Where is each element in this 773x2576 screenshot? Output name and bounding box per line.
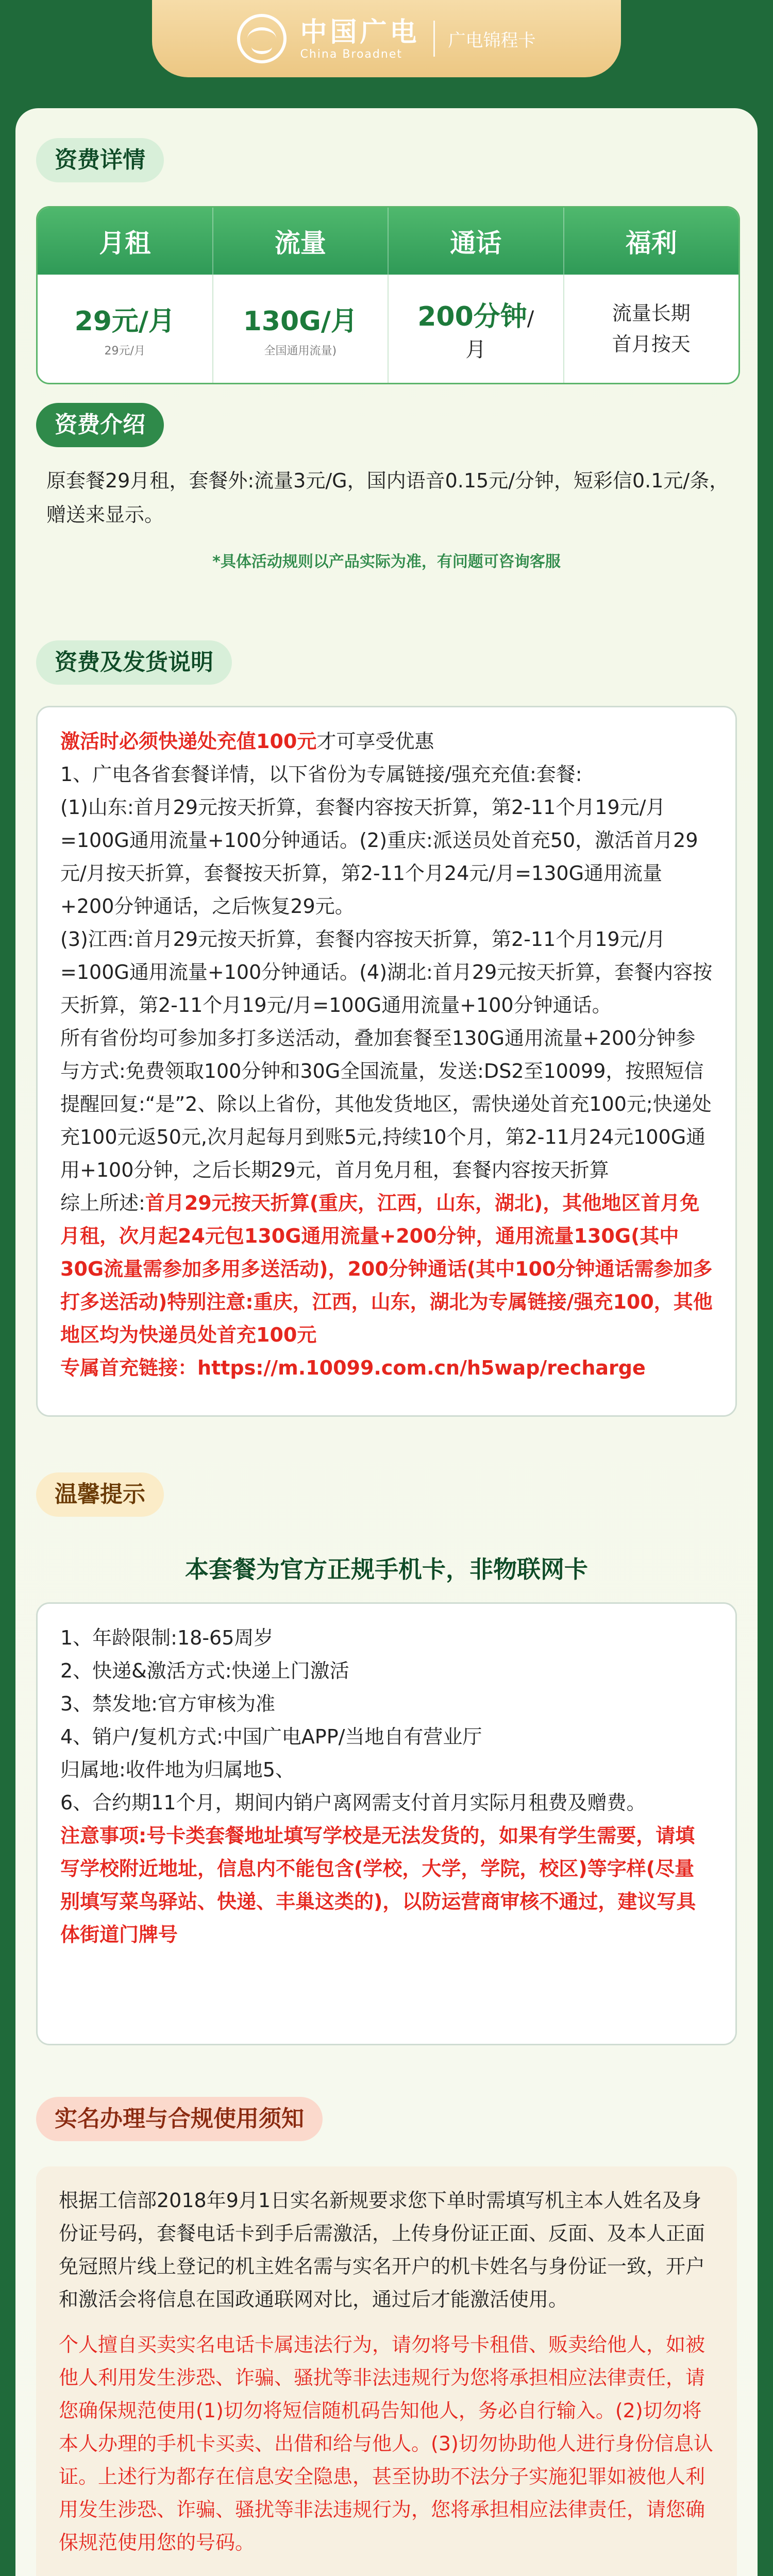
shipping-lead-red: 激活时必须快递处充值100元 [60, 730, 317, 753]
shipping-summary [60, 1187, 713, 1351]
brand-banner [152, 0, 621, 77]
call-month: 月 [465, 338, 486, 362]
brand-name-cn: 中国广电 [300, 16, 420, 48]
tips-headline: 本套餐为官方正规手机卡，非物联网卡 [185, 1555, 588, 1583]
shipping-lead [60, 725, 713, 758]
cell-flow [213, 275, 389, 383]
fees-table [36, 206, 740, 384]
tips-title: 温馨提示 [36, 1472, 164, 1517]
intro-note: *具体活动规则以产品实际为准，有问题可咨询客服 [212, 553, 561, 571]
recharge-link-label: 专属首充链接： [60, 1357, 198, 1379]
realname-para-1: 根据工信部2018年9月1日实名新规要求您下单时需填写机主本人姓名及身份证号码，套餐电话卡到手后需激活，上传身份证正面、反面、及本人正面免冠照片线上登记的机主姓名需与实名开户的机卡姓名与身份证一致，开户和激活会将信息在国政通联网对比，通过后才能激活使用。 [59, 2189, 705, 2311]
shipping-title: 资费及发货说明 [36, 640, 232, 685]
recharge-link[interactable]: https://m.10099.com.cn/h5wap/recharge [197, 1357, 646, 1379]
intro-title: 资费介绍 [36, 403, 164, 447]
tip-item: 2、快递&激活方式:快递上门激活 [60, 1659, 349, 1682]
rent-value: 29元/月 [74, 306, 175, 337]
tip-item: 6、合约期11个月，期间内销户离网需支付首月实际月租费及赠费。 [60, 1791, 646, 1814]
broadnet-logo-icon [237, 14, 287, 63]
benefit-line-2: 首月按天 [612, 333, 691, 355]
tips-warning: 注意事项:号卡类套餐地址填写学校是无法发货的，如果有学生需要，请填写学校附近地址，信息内不能包含(学校，大学，学院，校区)等字样(尽量别填写菜鸟驿站、快递、丰巢这类的)，以防运营商审核不通过，建议写具体街道门牌号 [60, 1824, 696, 1946]
cell-benefit [564, 275, 739, 383]
tip-item: 4、销户/复机方式:中国广电APP/当地自有营业厅 [60, 1725, 482, 1748]
brand-name-en: China Broadnet [300, 47, 402, 61]
realname-title: 实名办理与合规使用须知 [36, 2097, 323, 2141]
call-value: 200分钟 [417, 301, 527, 332]
shipping-p2: (1)山东:首月29元按天折算，套餐内容按天折算，第2-11个月19元/月=100G通用流量+100分钟通话。(2)重庆:派送员处首充50，激活首月29元/月按天折算，套餐按天折算，第2-11个月24元/月=130G通用流量+200分钟通话，之后恢复29元。 [60, 796, 698, 918]
cell-call [389, 275, 564, 383]
shipping-p1: 1、广电各省套餐详情，以下省份为专属链接/强充充值:套餐: [60, 763, 582, 786]
header-benefit: 福利 [625, 228, 677, 258]
rent-note: 29元/月 [104, 345, 145, 358]
tip-item: 归属地:收件地为归属地5、 [60, 1758, 295, 1781]
main-card [15, 108, 758, 2576]
fees-title: 资费详情 [36, 138, 164, 182]
benefit-line-1: 流量长期 [612, 302, 691, 325]
header-rent: 月租 [38, 208, 213, 275]
recharge-link-row [60, 1351, 713, 1384]
card-name: 广电锦程卡 [448, 30, 536, 51]
fees-table-row [38, 275, 738, 383]
shipping-box [36, 706, 737, 1417]
top-bar [0, 0, 773, 118]
brand-divider [433, 21, 435, 57]
shipping-p4: 所有省份均可参加多打多送活动，叠加套餐至130G通用流量+200分钟参与方式:免费领取100分钟和30G全国流量，发送:DS2至10099，按照短信提醒回复:“是”2、除以上省份，其他发货地区，需快递处首充100元;快递处充100元返50元,次月起每月到账5元,持续10个月，第2-11月24元100G通用+100分钟，之后长期29元，首月免月租，套餐内容按天折算 [60, 1027, 712, 1181]
call-slash: / [527, 307, 534, 331]
fees-table-header [38, 208, 738, 275]
shipping-p3: (3)江西:首月29元按天折算，套餐内容按天折算，第2-11个月19元/月=100G通用流量+100分钟通话。(4)湖北:首月29元按天折算，套餐内容按天折算，第2-11个月19元/月=100G通用流量+100分钟通话。 [60, 928, 713, 1016]
flow-note: 全国通用流量) [264, 345, 337, 358]
realname-para-2: 个人擅自买卖实名电话卡属违法行为，请勿将号卡租借、贩卖给他人，如被他人利用发生涉恐、诈骗、骚扰等非法违规行为您将承担相应法律责任，请您确保规范使用(1)切勿将短信随机码告知他人，务必自行输入。(2)切勿将本人办理的手机卡买卖、出借和给与他人。(3)切勿协助他人进行身份信息认证。上述行为都存在信息安全隐患，甚至协助不法分子实施犯罪如被他人利用发生涉恐、诈骗、骚扰等非法违规行为，您将承担相应法律责任，请您确保规范使用您的号码。 [59, 2333, 713, 2554]
tip-item: 1、年龄限制:18-65周岁 [60, 1626, 274, 1649]
intro-text: 原套餐29月租，套餐外:流量3元/G，国内语音0.15元/分钟，短彩信0.1元/条，赠送来显示。 [46, 469, 729, 526]
summary-red: 首月29元按天折算(重庆，江西，山东，湖北)，其他地区首月免月租，次月起24元包130G通用流量+200分钟，通用流量130G(其中30G流量需参加多用多送活动)，200分钟通话(其中100分钟通话需参加多打多送活动)特别注意:重庆，江西，山东，湖北为专属链接/强充100，其他地区均为快递员处首充100元 [60, 1192, 713, 1346]
flow-value: 130G/月 [243, 306, 358, 337]
tips-box [36, 1602, 737, 2045]
summary-prefix: 综上所述: [60, 1192, 145, 1214]
brand-logo-text [300, 17, 419, 61]
header-flow: 流量 [213, 208, 389, 275]
cell-rent [38, 275, 213, 383]
tip-item: 3、禁发地:官方审核为准 [60, 1692, 275, 1715]
shipping-lead-rest: 才可享受优惠 [316, 730, 434, 753]
header-call: 通话 [389, 208, 564, 275]
realname-box [36, 2166, 737, 2576]
